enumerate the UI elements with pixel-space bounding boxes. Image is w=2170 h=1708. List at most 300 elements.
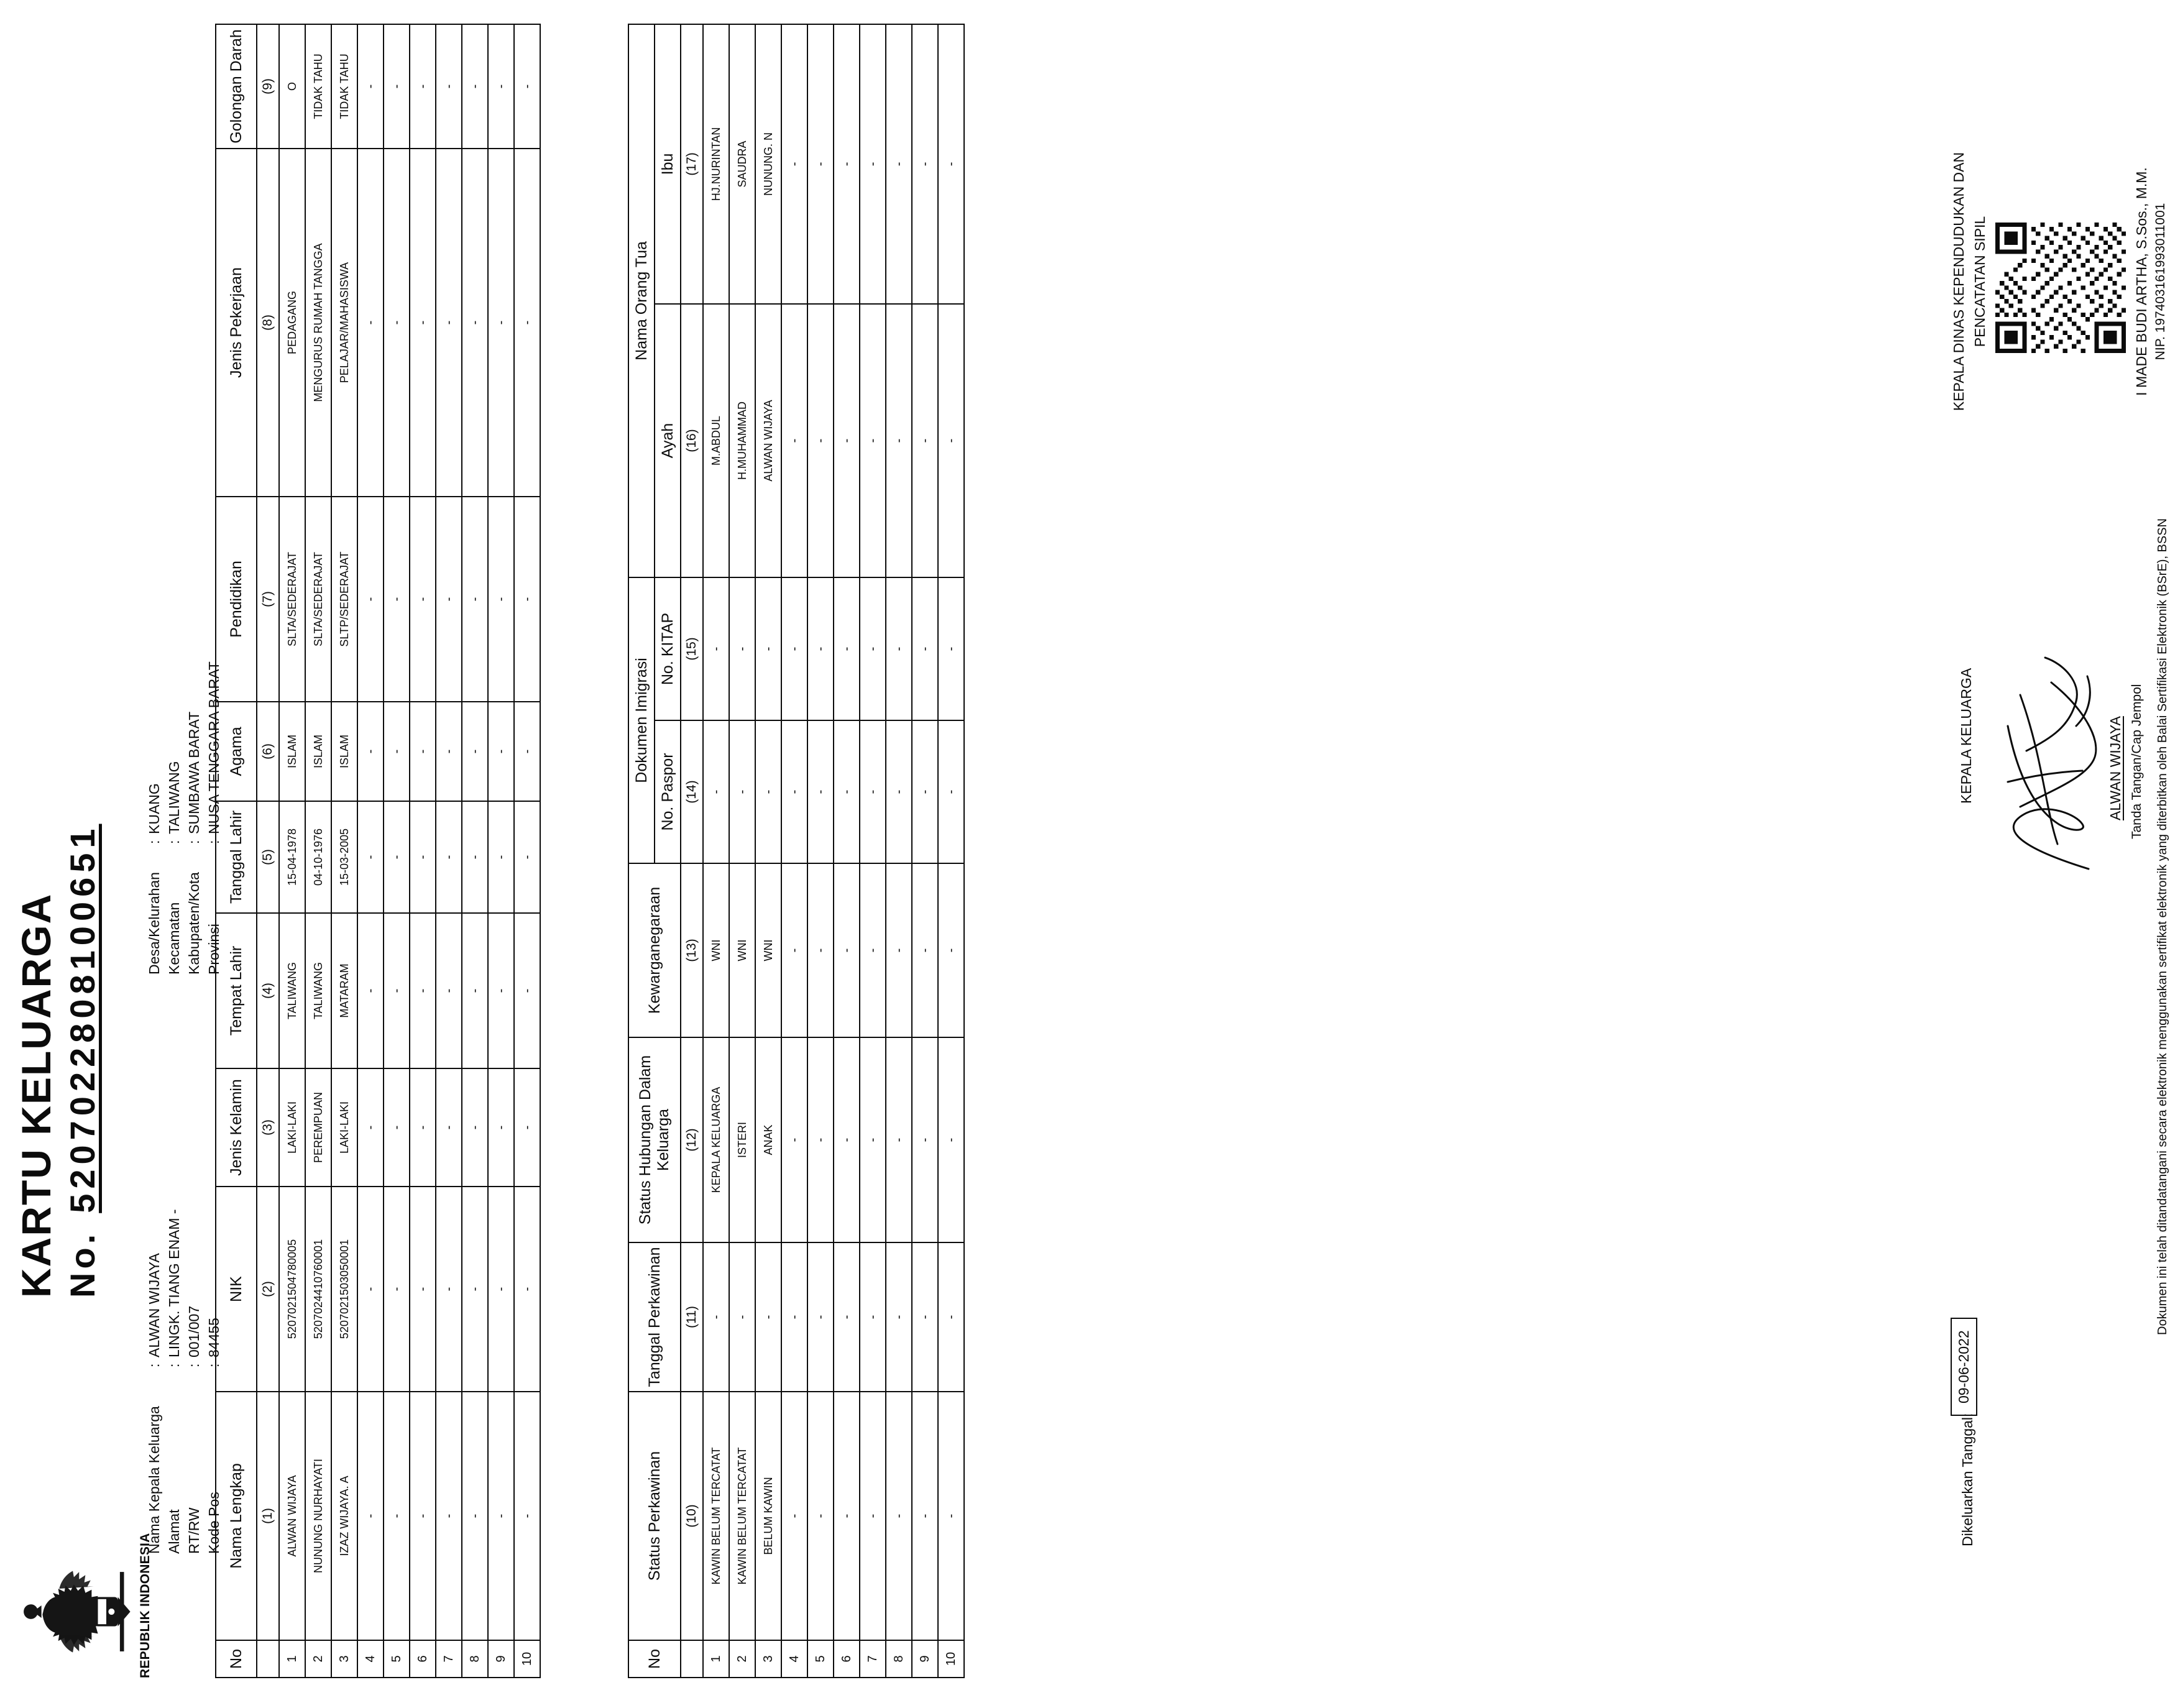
table-row xyxy=(410,24,436,1678)
table-row xyxy=(279,24,305,1678)
head-family-name: ALWAN WIJAYA xyxy=(2107,716,2123,820)
cell-nama: - xyxy=(436,1392,462,1640)
cell-tanggal-lahir: 15-04-1978 xyxy=(279,801,305,913)
label-rt-rw: RT/RW xyxy=(186,1507,202,1554)
identity-left-block xyxy=(144,1209,224,1554)
table2-header-row-1 xyxy=(628,24,655,1678)
cell-status-hubungan: KEPALA KELUARGA xyxy=(703,1037,729,1242)
cell-nama: - xyxy=(357,1392,384,1640)
cell-kewarganegaraan: WNI xyxy=(755,863,781,1037)
cn-5: (5) xyxy=(257,801,279,913)
cell-ibu: - xyxy=(860,24,886,304)
table-row xyxy=(781,24,807,1678)
identity-row-nama-kepala-keluarga xyxy=(144,1209,164,1554)
cell-tanggal-perkawinan: - xyxy=(807,1242,834,1392)
table-row xyxy=(462,24,488,1678)
cell-agama: ISLAM xyxy=(331,702,357,801)
cell-pendidikan: - xyxy=(436,497,462,702)
cell-no-kitap: - xyxy=(912,577,938,720)
cell-pekerjaan: - xyxy=(514,149,540,497)
cell-pendidikan: - xyxy=(514,497,540,702)
table2-colnum-row xyxy=(681,24,703,1678)
cell-tanggal-perkawinan: - xyxy=(912,1242,938,1392)
table-row xyxy=(912,24,938,1678)
value-rt-rw: 001/007 xyxy=(186,1305,202,1357)
cell-tanggal-lahir: 15-03-2005 xyxy=(331,801,357,913)
cn2-0 xyxy=(681,1640,703,1678)
cell-tanggal-perkawinan: - xyxy=(860,1242,886,1392)
cell-no-kitap: - xyxy=(938,577,964,720)
sep-3: : xyxy=(186,1363,202,1367)
cell-status-perkawinan: KAWIN BELUM TERCATAT xyxy=(729,1392,755,1640)
cell-tempat-lahir: MATARAM xyxy=(331,913,357,1068)
cell-ayah: M.ABDUL xyxy=(703,304,729,577)
sep-6: : xyxy=(166,840,182,844)
cell-golongan-darah: TIDAK TAHU xyxy=(331,24,357,149)
th-tanggal-lahir: Tanggal Lahir xyxy=(216,801,257,913)
table-row xyxy=(834,24,860,1678)
table-row xyxy=(488,24,514,1678)
cell-no-paspor: - xyxy=(807,720,834,863)
cn2-3: (12) xyxy=(681,1037,703,1242)
label-kode-pos: Kode Pos xyxy=(206,1492,222,1554)
cn2-7: (16) xyxy=(681,304,703,577)
table1-colnum-row xyxy=(257,24,279,1678)
cell-agama: - xyxy=(384,702,410,801)
kk-number-value: 5207022808100651 xyxy=(63,824,102,1213)
label-nama-kepala-keluarga: Nama Kepala Keluarga xyxy=(146,1406,162,1554)
cell-ayah: - xyxy=(807,304,834,577)
th2-nama-orang-tua: Nama Orang Tua xyxy=(628,24,655,577)
cn2-5: (14) xyxy=(681,720,703,863)
cell-no-kitap: - xyxy=(781,577,807,720)
th2-tanggal-perkawinan: Tanggal Perkawinan xyxy=(628,1242,681,1392)
cell-tanggal-perkawinan: - xyxy=(755,1242,781,1392)
label-provinsi: Provinsi xyxy=(206,924,222,975)
th2-no-paspor: No. Paspor xyxy=(655,720,681,863)
th2-ayah: Ayah xyxy=(655,304,681,577)
value-alamat: LINGK. TIANG ENAM - xyxy=(166,1209,182,1357)
cell-tanggal-lahir: - xyxy=(384,801,410,913)
cell-no: 8 xyxy=(886,1640,912,1678)
cell-pekerjaan: MENGURUS RUMAH TANGGA xyxy=(305,149,331,497)
office-line-1: KEPALA DINAS KEPENDUDUKAN DAN xyxy=(1951,152,1967,411)
cell-nik: 5207024410760001 xyxy=(305,1187,331,1392)
cell-nik: - xyxy=(410,1187,436,1392)
cell-no-kitap: - xyxy=(729,577,755,720)
cn-9: (9) xyxy=(257,24,279,149)
cell-pendidikan: SLTA/SEDERAJAT xyxy=(279,497,305,702)
cell-tempat-lahir: - xyxy=(410,913,436,1068)
cell-jenis-kelamin: - xyxy=(357,1068,384,1187)
cell-pekerjaan: - xyxy=(384,149,410,497)
cell-status-hubungan: ISTERI xyxy=(729,1037,755,1242)
cn-8: (8) xyxy=(257,149,279,497)
cell-ayah: - xyxy=(834,304,860,577)
cell-ibu: - xyxy=(781,24,807,304)
cell-nik: - xyxy=(488,1187,514,1392)
cell-golongan-darah: - xyxy=(357,24,384,149)
cell-tanggal-lahir: - xyxy=(357,801,384,913)
cell-jenis-kelamin: PEREMPUAN xyxy=(305,1068,331,1187)
value-kecamatan: TALIWANG xyxy=(166,761,182,834)
kk-number-line xyxy=(62,824,103,1298)
cell-tempat-lahir: TALIWANG xyxy=(279,913,305,1068)
cell-tanggal-perkawinan: - xyxy=(834,1242,860,1392)
cell-no: 3 xyxy=(331,1640,357,1678)
cell-tempat-lahir: - xyxy=(514,913,540,1068)
cell-ibu: - xyxy=(938,24,964,304)
cell-kewarganegaraan: WNI xyxy=(729,863,755,1037)
cell-no-paspor: - xyxy=(860,720,886,863)
cell-nama: NUNUNG NURHAYATI xyxy=(305,1392,331,1640)
cell-ibu: HJ.NURINTAN xyxy=(703,24,729,304)
cell-ayah: - xyxy=(886,304,912,577)
cell-no-paspor: - xyxy=(755,720,781,863)
qr-code-icon xyxy=(1995,223,2126,353)
kk-number-label: No. xyxy=(63,1230,102,1298)
value-nama-kepala-keluarga: ALWAN WIJAYA xyxy=(146,1253,162,1357)
th-agama: Agama xyxy=(216,702,257,801)
th-nik: NIK xyxy=(216,1187,257,1392)
cell-pendidikan: SLTA/SEDERAJAT xyxy=(305,497,331,702)
cell-no-paspor: - xyxy=(729,720,755,863)
cell-status-hubungan: - xyxy=(834,1037,860,1242)
th2-ibu: Ibu xyxy=(655,24,681,304)
cell-ibu: - xyxy=(834,24,860,304)
table-row xyxy=(436,24,462,1678)
cell-status-perkawinan: - xyxy=(834,1392,860,1640)
th2-status-hubungan: Status Hubungan Dalam Keluarga xyxy=(628,1037,681,1242)
cell-pendidikan: - xyxy=(488,497,514,702)
cell-no: 2 xyxy=(305,1640,331,1678)
cell-tanggal-perkawinan: - xyxy=(938,1242,964,1392)
cell-agama: - xyxy=(410,702,436,801)
identity-row-alamat xyxy=(164,1209,184,1554)
cell-tanggal-lahir: - xyxy=(488,801,514,913)
cell-nama: IZAZ WIJAYA. A xyxy=(331,1392,357,1640)
garuda-emblem-icon xyxy=(17,1559,132,1664)
cell-kewarganegaraan: - xyxy=(912,863,938,1037)
cell-nik: - xyxy=(384,1187,410,1392)
sep-7: : xyxy=(186,840,202,844)
cell-status-perkawinan: - xyxy=(938,1392,964,1640)
cell-pekerjaan: - xyxy=(436,149,462,497)
cell-no: 2 xyxy=(729,1640,755,1678)
cell-no-kitap: - xyxy=(807,577,834,720)
cell-agama: - xyxy=(514,702,540,801)
cell-nama: - xyxy=(488,1392,514,1640)
cell-agama: ISLAM xyxy=(279,702,305,801)
table1-header-row xyxy=(216,24,257,1678)
cell-tanggal-lahir: - xyxy=(436,801,462,913)
value-provinsi: NUSA TENGGARA BARAT xyxy=(206,661,222,834)
cell-pekerjaan: - xyxy=(410,149,436,497)
value-kode-pos: 84455 xyxy=(206,1318,222,1357)
th-jenis-kelamin: Jenis Kelamin xyxy=(216,1068,257,1187)
cn2-8: (17) xyxy=(681,24,703,304)
th-no: No xyxy=(216,1640,257,1678)
identity-right-block xyxy=(144,661,224,975)
cell-no-paspor: - xyxy=(834,720,860,863)
cell-golongan-darah: - xyxy=(462,24,488,149)
cell-no: 4 xyxy=(781,1640,807,1678)
sep-8: : xyxy=(206,840,222,844)
cell-no: 1 xyxy=(279,1640,305,1678)
cell-kewarganegaraan: - xyxy=(781,863,807,1037)
cell-jenis-kelamin: - xyxy=(488,1068,514,1187)
family-members-table xyxy=(215,24,541,1678)
cell-golongan-darah: - xyxy=(436,24,462,149)
cell-ayah: - xyxy=(860,304,886,577)
cell-nama: - xyxy=(384,1392,410,1640)
cell-no-kitap: - xyxy=(703,577,729,720)
cell-pekerjaan: - xyxy=(488,149,514,497)
cell-ayah: H.MUHAMMAD xyxy=(729,304,755,577)
table-row xyxy=(514,24,540,1678)
cell-ayah: - xyxy=(781,304,807,577)
cn2-6: (15) xyxy=(681,577,703,720)
cell-agama: - xyxy=(462,702,488,801)
cell-status-hubungan: - xyxy=(912,1037,938,1242)
issued-date-value: 09-06-2022 xyxy=(1951,1318,1977,1416)
cn2-1: (10) xyxy=(681,1392,703,1640)
cell-no-kitap: - xyxy=(860,577,886,720)
cell-no-kitap: - xyxy=(755,577,781,720)
officer-nip: NIP. 197403161993011001 xyxy=(2153,203,2168,360)
cn-6: (6) xyxy=(257,702,279,801)
cell-no-paspor: - xyxy=(703,720,729,863)
cell-tempat-lahir: - xyxy=(357,913,384,1068)
cell-nama: - xyxy=(410,1392,436,1640)
cell-nik: 5207021504780005 xyxy=(279,1187,305,1392)
cell-status-hubungan: - xyxy=(886,1037,912,1242)
th2-status-perkawinan: Status Perkawinan xyxy=(628,1392,681,1640)
cell-golongan-darah: - xyxy=(410,24,436,149)
cell-jenis-kelamin: LAKI-LAKI xyxy=(279,1068,305,1187)
cell-nik: - xyxy=(357,1187,384,1392)
cell-tanggal-lahir: - xyxy=(410,801,436,913)
cell-tanggal-lahir: - xyxy=(462,801,488,913)
cell-kewarganegaraan: - xyxy=(938,863,964,1037)
identity-row-kabupaten-kota xyxy=(184,661,204,975)
cell-tempat-lahir: - xyxy=(488,913,514,1068)
cell-no: 7 xyxy=(860,1640,886,1678)
republic-label: REPUBLIK INDONESIA xyxy=(138,1533,152,1678)
th-jenis-pekerjaan: Jenis Pekerjaan xyxy=(216,149,257,497)
th2-dokumen-imigrasi: Dokumen Imigrasi xyxy=(628,577,655,863)
th2-no-kitap: No. KITAP xyxy=(655,577,681,720)
cell-no: 3 xyxy=(755,1640,781,1678)
th2-no: No xyxy=(628,1640,681,1678)
cell-agama: ISLAM xyxy=(305,702,331,801)
cell-pekerjaan: - xyxy=(462,149,488,497)
cell-ibu: - xyxy=(912,24,938,304)
cn-0 xyxy=(257,1640,279,1678)
table-row xyxy=(807,24,834,1678)
cell-nik: - xyxy=(462,1187,488,1392)
th2-kewarganegaraan: Kewarganegaraan xyxy=(628,863,681,1037)
cell-no: 9 xyxy=(912,1640,938,1678)
cell-no: 5 xyxy=(807,1640,834,1678)
cell-ibu: SAUDRA xyxy=(729,24,755,304)
sep-4: : xyxy=(206,1363,222,1367)
cell-nik: - xyxy=(436,1187,462,1392)
cell-jenis-kelamin: - xyxy=(462,1068,488,1187)
office-line-2: PENCATATAN SIPIL xyxy=(1972,216,1988,347)
table-row xyxy=(755,24,781,1678)
cell-ibu: - xyxy=(807,24,834,304)
cell-agama: - xyxy=(357,702,384,801)
table-row xyxy=(357,24,384,1678)
cell-tanggal-perkawinan: - xyxy=(729,1242,755,1392)
cell-no: 10 xyxy=(514,1640,540,1678)
cell-kewarganegaraan: WNI xyxy=(703,863,729,1037)
officer-name: I MADE BUDI ARTHA, S.Sos., M.M. xyxy=(2133,167,2149,396)
table-row xyxy=(938,24,964,1678)
cell-pekerjaan: PELAJAR/MAHASISWA xyxy=(331,149,357,497)
table-row xyxy=(305,24,331,1678)
table-row xyxy=(331,24,357,1678)
cell-nik: - xyxy=(514,1187,540,1392)
cell-no: 8 xyxy=(462,1640,488,1678)
page-title: KARTU KELUARGA xyxy=(13,893,59,1298)
cell-no-kitap: - xyxy=(886,577,912,720)
table-row xyxy=(384,24,410,1678)
cell-ibu: NUNUNG. N xyxy=(755,24,781,304)
cell-jenis-kelamin: - xyxy=(410,1068,436,1187)
label-kecamatan: Kecamatan xyxy=(166,902,182,975)
cell-jenis-kelamin: - xyxy=(384,1068,410,1187)
cell-pendidikan: - xyxy=(410,497,436,702)
cn-7: (7) xyxy=(257,497,279,702)
cell-no: 1 xyxy=(703,1640,729,1678)
cell-no-paspor: - xyxy=(886,720,912,863)
cell-status-hubungan: - xyxy=(860,1037,886,1242)
cell-jenis-kelamin: - xyxy=(514,1068,540,1187)
cell-no: 7 xyxy=(436,1640,462,1678)
cell-nik: 5207021503050001 xyxy=(331,1187,357,1392)
cell-golongan-darah: - xyxy=(514,24,540,149)
cell-no: 6 xyxy=(410,1640,436,1678)
th-golongan-darah: Golongan Darah xyxy=(216,24,257,149)
cell-no-paspor: - xyxy=(938,720,964,863)
identity-row-desa-kelurahan xyxy=(144,661,164,975)
cell-no: 6 xyxy=(834,1640,860,1678)
cell-status-perkawinan: KAWIN BELUM TERCATAT xyxy=(703,1392,729,1640)
cell-no: 10 xyxy=(938,1640,964,1678)
cell-tanggal-lahir: 04-10-1976 xyxy=(305,801,331,913)
cell-no-paspor: - xyxy=(912,720,938,863)
cell-no-paspor: - xyxy=(781,720,807,863)
cell-golongan-darah: TIDAK TAHU xyxy=(305,24,331,149)
cell-golongan-darah: - xyxy=(384,24,410,149)
cn-4: (4) xyxy=(257,913,279,1068)
th-pendidikan: Pendidikan xyxy=(216,497,257,702)
cell-ayah: - xyxy=(912,304,938,577)
cell-agama: - xyxy=(488,702,514,801)
value-kabupaten-kota: SUMBAWA BARAT xyxy=(186,711,202,834)
cell-ayah: - xyxy=(938,304,964,577)
cell-no-kitap: - xyxy=(834,577,860,720)
cell-no: 5 xyxy=(384,1640,410,1678)
head-family-signature-caption: Tanda Tangan/Cap Jempol xyxy=(2130,684,2144,839)
issued-date-label: Dikeluarkan Tanggal: xyxy=(1959,1413,1975,1546)
cell-nama: ALWAN WIJAYA xyxy=(279,1392,305,1640)
sep-1: : xyxy=(146,1363,162,1367)
cell-nama: - xyxy=(462,1392,488,1640)
cell-tempat-lahir: - xyxy=(436,913,462,1068)
table-row xyxy=(729,24,755,1678)
cell-ayah: ALWAN WIJAYA xyxy=(755,304,781,577)
cell-status-hubungan: - xyxy=(938,1037,964,1242)
cell-nama: - xyxy=(514,1392,540,1640)
table-row xyxy=(886,24,912,1678)
cn-2: (2) xyxy=(257,1187,279,1392)
cell-jenis-kelamin: LAKI-LAKI xyxy=(331,1068,357,1187)
label-kabupaten-kota: Kabupaten/Kota xyxy=(186,872,202,975)
cell-kewarganegaraan: - xyxy=(860,863,886,1037)
electronic-signature-disclaimer: Dokumen ini telah ditandatangani secara elektronik menggunakan sertifikat elektronik yang diterbitkan oleh Balai Sertifikasi Elektronik (BSrE), BSSN xyxy=(2156,518,2169,1335)
cn-3: (3) xyxy=(257,1068,279,1187)
cell-pekerjaan: - xyxy=(357,149,384,497)
cell-golongan-darah: O xyxy=(279,24,305,149)
identity-row-kecamatan xyxy=(164,661,184,975)
handwritten-signature xyxy=(1983,645,2113,881)
cell-status-hubungan: ANAK xyxy=(755,1037,781,1242)
cell-status-perkawinan: - xyxy=(860,1392,886,1640)
cell-no: 9 xyxy=(488,1640,514,1678)
family-relations-table xyxy=(628,24,965,1678)
label-alamat: Alamat xyxy=(166,1509,182,1554)
cell-ibu: - xyxy=(886,24,912,304)
cell-pendidikan: - xyxy=(462,497,488,702)
cell-tanggal-perkawinan: - xyxy=(703,1242,729,1392)
cell-jenis-kelamin: - xyxy=(436,1068,462,1187)
cn2-2: (11) xyxy=(681,1242,703,1392)
cell-golongan-darah: - xyxy=(488,24,514,149)
cell-tanggal-perkawinan: - xyxy=(886,1242,912,1392)
cell-kewarganegaraan: - xyxy=(807,863,834,1037)
cell-status-hubungan: - xyxy=(807,1037,834,1242)
label-desa-kelurahan: Desa/Kelurahan xyxy=(146,872,162,975)
cell-status-perkawinan: - xyxy=(912,1392,938,1640)
cn2-4: (13) xyxy=(681,863,703,1037)
cell-no: 4 xyxy=(357,1640,384,1678)
cell-tanggal-lahir: - xyxy=(514,801,540,913)
cell-tempat-lahir: - xyxy=(384,913,410,1068)
cell-kewarganegaraan: - xyxy=(886,863,912,1037)
head-family-label: KEPALA KELUARGA xyxy=(1958,668,1974,804)
th-tempat-lahir: Tempat Lahir xyxy=(216,913,257,1068)
cell-status-perkawinan: BELUM KAWIN xyxy=(755,1392,781,1640)
cell-agama: - xyxy=(436,702,462,801)
cell-kewarganegaraan: - xyxy=(834,863,860,1037)
cell-pendidikan: SLTP/SEDERAJAT xyxy=(331,497,357,702)
table-row xyxy=(703,24,729,1678)
cell-tempat-lahir: TALIWANG xyxy=(305,913,331,1068)
cell-status-perkawinan: - xyxy=(781,1392,807,1640)
cell-tanggal-perkawinan: - xyxy=(781,1242,807,1392)
cell-status-perkawinan: - xyxy=(886,1392,912,1640)
cell-tempat-lahir: - xyxy=(462,913,488,1068)
cn-1: (1) xyxy=(257,1392,279,1640)
cell-pendidikan: - xyxy=(384,497,410,702)
cell-pekerjaan: PEDAGANG xyxy=(279,149,305,497)
identity-row-rt-rw xyxy=(184,1209,204,1554)
sep-2: : xyxy=(166,1363,182,1367)
value-desa-kelurahan: KUANG xyxy=(146,783,162,834)
